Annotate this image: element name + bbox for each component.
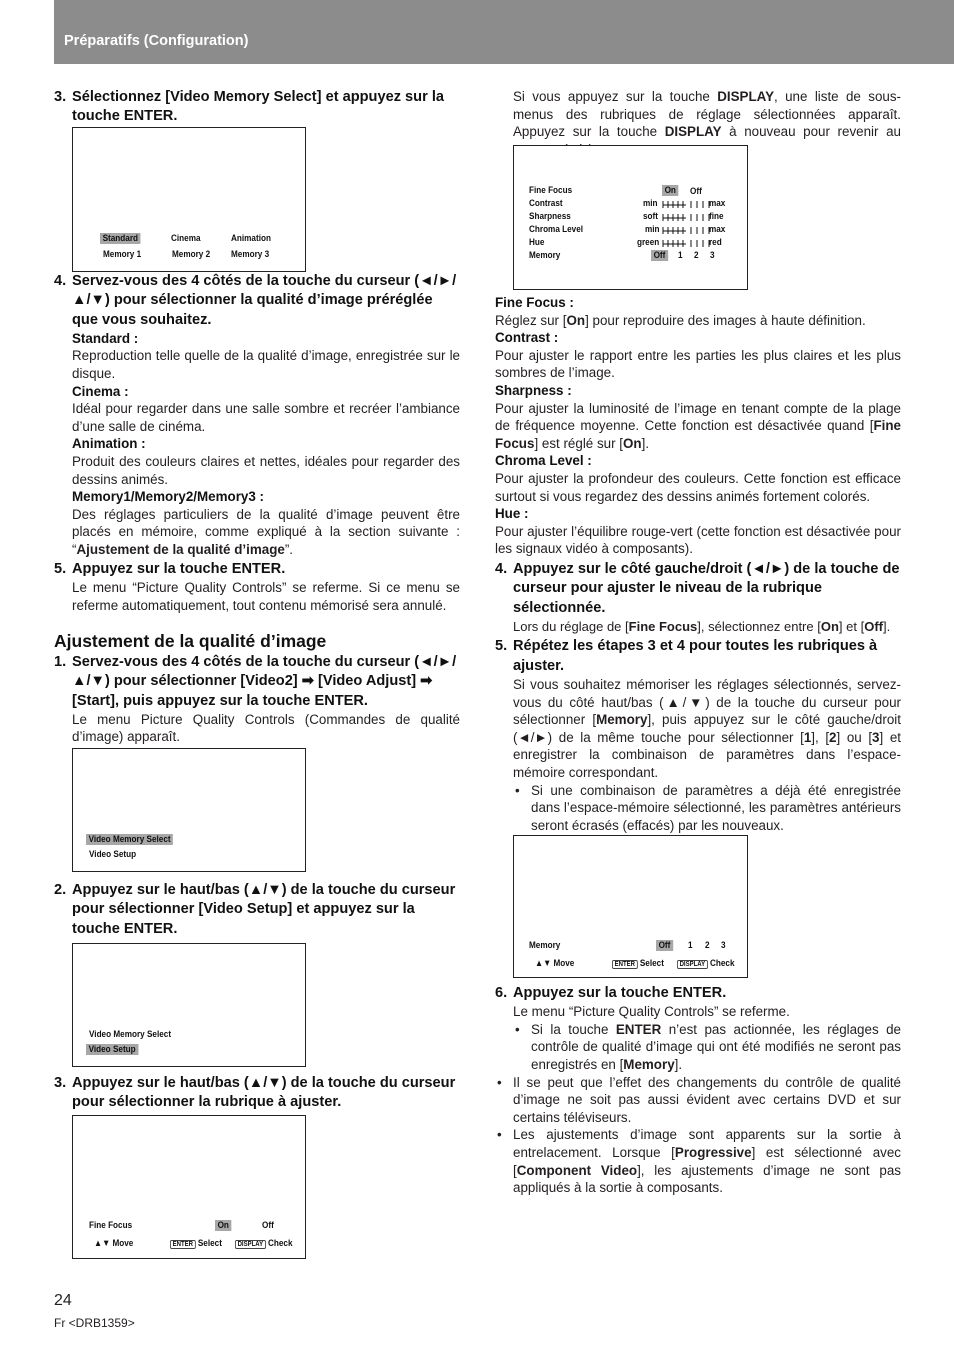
enter-key-icon: ENTER: [612, 960, 638, 969]
screen-fine-focus: Fine Focus On Off ▲▼ Move ENTER Select DISPLAY Check: [72, 1115, 306, 1259]
document-code: Fr <DRB1359>: [54, 1316, 135, 1330]
section-ajustement: Ajustement de la qualité d’image 1. Servez-vous des 4 côtés de la touche du curseur (◄/►/▲/▼) pour sélectionner [Video2] ➡ [Video Adjust] ➡ [Start], puis appuyez sur la touche ENTER. Le menu Picture Quality Controls (Commandes de qualité d’image) apparaît.: [54, 631, 460, 745]
left-step-a2: 2. Appuyez sur le haut/bas (▲/▼) de la touche du curseur pour sélectionner [Video Setup] et appuyez sur la touche ENTER.: [54, 882, 456, 937]
right-definitions: Fine Focus : Réglez sur [On] pour reproduire des images à haute définition. Contrast : Pour ajuster le rapport entre les parties les plus claires et les plus sombres de l’image. Sharpness : Pour ajuster la luminosité de l’image en tenant compte de la plage de fréquence moyenne. Cette fonction est désactivée quand [Fine Focus] est réglé sur [On]. Chroma Level : Pour ajuster la profondeur des couleurs. Cette fonction est efficace surtout si vous regardez des dessins animés fortement colorés. Hue : Pour ajuster l’équilibre rouge-vert (cette fonction est désactivée pour les signaux vidéo à composants). 4. Appuyez sur le côté gauche/droit (◄/►) de la touche de curseur pour ajuster le niveau de la rubrique sélectionnée. Lors du réglage de [Fine Focus], sélectionnez entre [On] et [Off]. 5. Répétez les étapes 3 et 4 pour toutes les rubriques à ajuster. Si vous souhaitez mémoriser les réglages sélectionnés, servez-vous du côté haut/bas (▲/▼) de la touche du curseur pour sélectionner [Memory], puis appuyez sur le côté gauche/droit (◄/►) de la même touche pour sélectionner [1], [2] ou [3] et enregistrer la combinaison de paramètres dans l’espace-mémoire correspondant. • Si une combinaison de paramètres a déjà été enregistrée dans l’espace-mémoire sélectionné, les paramètres antérieurs seront écrasés (effacés) par les nouveaux.: [495, 295, 901, 833]
up-down-arrow-icon: ▲▼: [94, 1238, 111, 1249]
section-heading: Ajustement de la qualité d’image: [54, 631, 327, 651]
enter-key-icon: ENTER: [170, 1240, 196, 1249]
section-header: [54, 0, 954, 64]
right-step-6: 6. Appuyez sur la touche ENTER. Le menu “Picture Quality Controls” se referme. • Si la touche ENTER n’est pas actionnée, les réglages de contrôle de qualité d’image qui ont été modifiés ne seront pas enregistrés en [Memory]. • Il se peut que l’effet des changements du contrôle de qualité d’image ne soit pas aussi évident avec certains DVD et sur certains téléviseurs. • Les ajustements d’image sont apparents sur la sortie à entrelacement. Lorsque [Progressive] est sélectionné avec [Component Video], les ajustements d’image ne sont pas appliqués à la sortie à composants.: [495, 985, 901, 1196]
left-step-4: 4. Servez-vous des 4 côtés de la touche du curseur (◄/►/▲/▼) pour sélectionner la qualité d’image préréglée que vous souhaitez. Standard : Reproduction telle quelle de la qualité d’image, enregistrée sur le disque. Cinema : Idéal pour regarder dans une salle sombre et recréer l’ambiance d’une salle de cinéma. Animation : Produit des couleurs claires et nettes, idéales pour regarder des dessins animés. Memory1/Memory2/Memory3 : Des réglages particuliers de la qualité d’image peuvent être placés en mémoire, comme expliqué à la section suivante : “Ajustement de la qualité d’image”. 5. Appuyez sur la touche ENTER. Le menu “Picture Quality Controls” se referme. Si ce menu se referme automatiquement, tout contenu mémorisé sera annulé.: [54, 273, 460, 613]
right-intro: Si vous appuyez sur la touche DISPLAY, une liste de sous-menus des rubriques de réglage sélectionnées apparaît. Appuyez sur la touche DISPLAY à nouveau pour revenir au: [513, 89, 901, 140]
left-step-a3: 3. Appuyez sur le haut/bas (▲/▼) de la touche du curseur pour sélectionner la rubrique à ajuster.: [54, 1075, 456, 1111]
display-key-icon: DISPLAY: [235, 1240, 266, 1249]
screen-menu-2: Video Memory Select Video Setup: [72, 943, 306, 1067]
section-title: Préparatifs (Configuration): [64, 33, 249, 49]
screen-video-memory-select: Standard Cinema Animation Memory 1 Memory 2 Memory 3: [72, 127, 306, 272]
up-down-arrow-icon: ▲▼: [535, 958, 552, 969]
level-scale-bars: [662, 198, 710, 250]
screen-memory: Memory Off 1 2 3 ▲▼ Move ENTER Select DISPLAY Check: [513, 835, 748, 978]
left-step-3: 3. Sélectionnez [Video Memory Select] et appuyez sur la touche ENTER.: [54, 89, 444, 125]
screen-submenu-list: Fine Focus Contrast Sharpness Chroma Level Hue Memory On Off min max soft fine min max green red Off 1 2 3: [513, 145, 748, 290]
display-key-icon: DISPLAY: [677, 960, 708, 969]
page-number: 24: [54, 1292, 72, 1309]
screen-menu-1: Video Memory Select Video Setup: [72, 748, 306, 872]
